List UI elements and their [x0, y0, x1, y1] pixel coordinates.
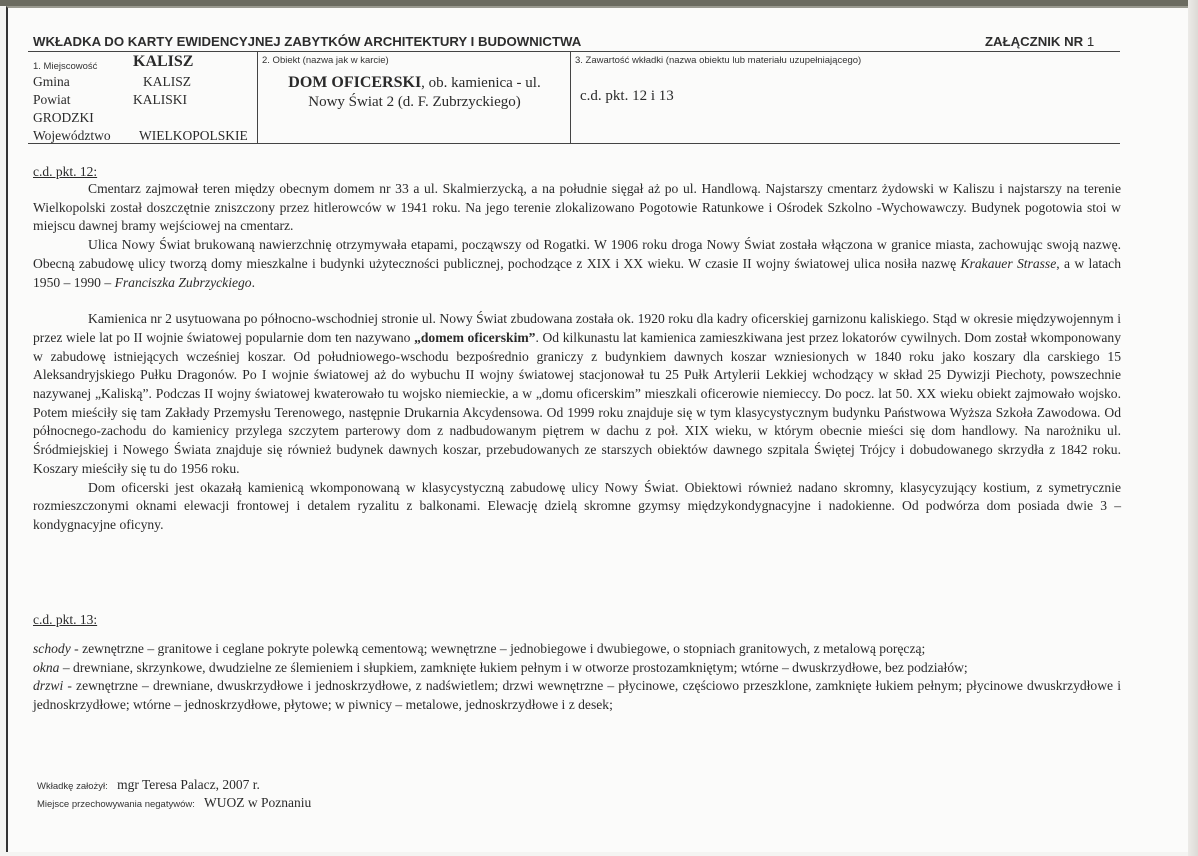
location-label: 1. Miejscowość: [33, 61, 98, 72]
item-schody: [33, 640, 1121, 659]
section12-body: [33, 180, 1121, 535]
object-name-line2: Nowy Świat 2 (d. F. Zubrzyckiego): [308, 94, 521, 110]
location-cell: [33, 55, 253, 145]
p2-text-c: .: [251, 274, 256, 290]
p2-text-a: Ulica Nowy Świat brukowaną nawierzchnię otrzymywała etapami, począwszy od Rogatki. W 1906 roku droga Nowy Świat została włączona w granice miasta, zachowując swoją nazwę. Obecną zabudowę ulicy tworzą domy mieszkalne i budynki użyteczności publicznej, pochodzące z XIX i XX wieku. W czasie II wojny światowej ulica nosiła nazwę: [33, 237, 1121, 271]
gmina-value: KALISZ: [143, 74, 191, 89]
location-value: KALISZ: [133, 53, 194, 70]
section12-paragraph-3: [33, 310, 1121, 478]
p3-text-a: Kamienica nr 2 usytuowana po północno-wschodniej stronie ul. Nowy Świat zbudowana została ok. 1920 roku dla kadry oficerskiej garnizonu kaliskiego. Stąd w okresie międzywojennym i przez wiele lat po II wojnie światowej popularnie dom ten nazywano: [33, 311, 1121, 345]
table-divider-1: [257, 51, 258, 143]
item-okna: [33, 659, 1121, 678]
powiat-label: Powiat: [33, 92, 71, 107]
form-title: WKŁADKA DO KARTY EWIDENCYJNEJ ZABYTKÓW ARCHITEKTURY I BUDOWNICTWA: [33, 34, 582, 49]
negatives-label: Miejsce przechowywania negatywów:: [37, 799, 195, 810]
annex-text: ZAŁĄCZNIK NR: [985, 34, 1084, 49]
item-term: drzwi: [33, 678, 64, 694]
section12-paragraph-1: Cmentarz zajmował teren między obecnym domem nr 33 a ul. Skalmierzycką, a na południe sięgał aż po ul. Handlową. Najstarszy cmentarz żydowski w Kaliszu i najstarszy na terenie Wielkopolski został doszczętnie zniszczony przez hitlerowców w 1941 roku. Na jego terenie zlokalizowano Pogotowie Ratunkowe i Ośrodek Szkolno -Wychowawczy. Budynek pogotowia stoi w miejscu dawnej bramy wejściowej na cmentarz.: [33, 181, 1121, 234]
annex-label: [985, 34, 1094, 49]
powiat-value: KALISKI: [133, 92, 187, 107]
object-label: 2. Obiekt (nazwa jak w karcie): [262, 55, 389, 66]
gmina-label: Gmina: [33, 74, 70, 89]
author-label: Wkładkę założył:: [37, 781, 108, 792]
wojewodztwo-label: Województwo: [33, 128, 111, 143]
object-name: [262, 73, 567, 112]
object-name-rest: , ob. kamienica - ul.: [421, 75, 541, 91]
p2-text-b: , a w latach 1950 – 1990 –: [33, 255, 1121, 290]
scan-right-edge: [1188, 0, 1198, 856]
item-drzwi: [33, 677, 1121, 714]
wojewodztwo-value: WIELKOPOLSKIE: [139, 128, 248, 143]
contents-cell: [575, 55, 1115, 105]
annex-number: 1: [1086, 34, 1095, 49]
p2-italic-2: Franciszka Zubrzyckiego: [114, 274, 252, 290]
object-name-bold: DOM OFICERSKI: [288, 74, 422, 91]
table-divider-2: [570, 51, 571, 143]
p3-bold: „domem oficerskim”: [414, 329, 536, 345]
section12-paragraph-4: Dom oficerski jest okazałą kamienicą wkomponowaną w klasycystyczną zabudowę ulicy Nowy Świat. Obiektowi również nadano skromny, klasycyzujący kostium, z symetrycznie rozmieszczonymi oknami elewacji frontowej i detalem ryzalitu z balkonami. Elewację dzielą skromne gzymsy międzykondygnacyjne i nadokienne. Od podwórza dom posiada dwie 3 – kondygnacyjne oficyny.: [33, 479, 1121, 532]
negatives-line: [37, 795, 311, 811]
section12-heading: c.d. pkt. 12:: [33, 164, 98, 179]
p2-italic-1: Krakauer Strasse: [960, 255, 1057, 271]
item-text: – drewniane, skrzynkowe, dwudzielne ze ślemieniem i słupkiem, zamknięte łukiem pełnym i w otworze prostozamkniętym; wtórne – dwuskrzydłowe, bez podziałów;: [59, 659, 968, 675]
item-text: - zewnętrzne – granitowe i ceglane pokryte polewką cementową; wewnętrzne – jednobiegowe i dwubiegowe, o stopniach granitowych, z metalową poręczą;: [70, 641, 926, 656]
powiat-extra: GRODZKI: [33, 110, 94, 125]
section13-heading: c.d. pkt. 13:: [33, 612, 98, 627]
table-top-rule: [28, 51, 1120, 52]
section12-paragraph-2: [33, 236, 1121, 292]
object-cell: [262, 55, 567, 112]
negatives-value: WUOZ w Poznaniu: [204, 795, 312, 810]
author-line: [37, 777, 260, 793]
author-value: mgr Teresa Palacz, 2007 r.: [117, 777, 260, 792]
contents-label: 3. Zawartość wkładki (nazwa obiektu lub materiału uzupełniającego): [575, 55, 862, 66]
item-text: - zewnętrzne – drewniane, dwuskrzydłowe i jednoskrzydłowe, z nadświetlem; drzwi wewnętrzne – płycinowe, częściowo przeszklone, zamknięte łukiem pełnym; płycinowe dwuskrzydłowe i jednoskrzydłowe; wtórne – jednoskrzydłowe, płytowe; w piwnicy – metalowe, jednoskrzydłowe i z desek;: [33, 678, 1121, 713]
contents-value: c.d. pkt. 12 i 13: [580, 88, 674, 104]
item-term: schody: [33, 641, 71, 656]
p3-text-b: . Od kilkunastu lat kamienica zamieszkiwana jest przez lokatorów cywilnych. Dom został wkomponowany w zabudowę istniejących wcześniej koszar. Od południowego-wschodu bezpośrednio graniczy z budynkiem dawnych koszar wzniesionych w 1840 roku jako koszary dla carskiego 15 Aleksandryjskiego Pułku Dragonów. Po I wojnie światowej aż do wybuchu II wojny światowej stacjonował tu 25 Pułk Artylerii Lekkiej wchodzący w skład 25 Dywizji Piechoty, powszechnie nazywanej „Kaliską”. Podczas II wojny światowej kwaterowało tu wojsko niemieckie, a w „domu oficerskim” mieszkali oficerowie niemieccy. Do pocz. lat 50. XX wieku obiekt zajmowało wojsko. Potem mieściły się tam Zakłady Przemysłu Terenowego, następnie Drukarnia Akcydensowa. Od 1999 roku znajduje się w tym klasycystycznym budynku Państwowa Wyższa Szkoła Zawodowa. Od północnego-zachodu do kamienicy przylega szczytem parterowy dom z nadbudowanym piętrem w dachu z poł. XIX wieku, w którym obecnie mieści się dom handlowy. Na narożniku ul. Śródmiejskiej i Nowego Świata znajduje się również budynek dawnych koszar, przebudowanych ze starszych obiektów dawnego szpitala Świętej Trójcy i dobudowanego skrzydła z 1842 roku. Koszary mieściły się tu do 1956 roku.: [33, 329, 1121, 476]
item-term: okna: [33, 659, 60, 675]
section13-body: [33, 640, 1121, 715]
